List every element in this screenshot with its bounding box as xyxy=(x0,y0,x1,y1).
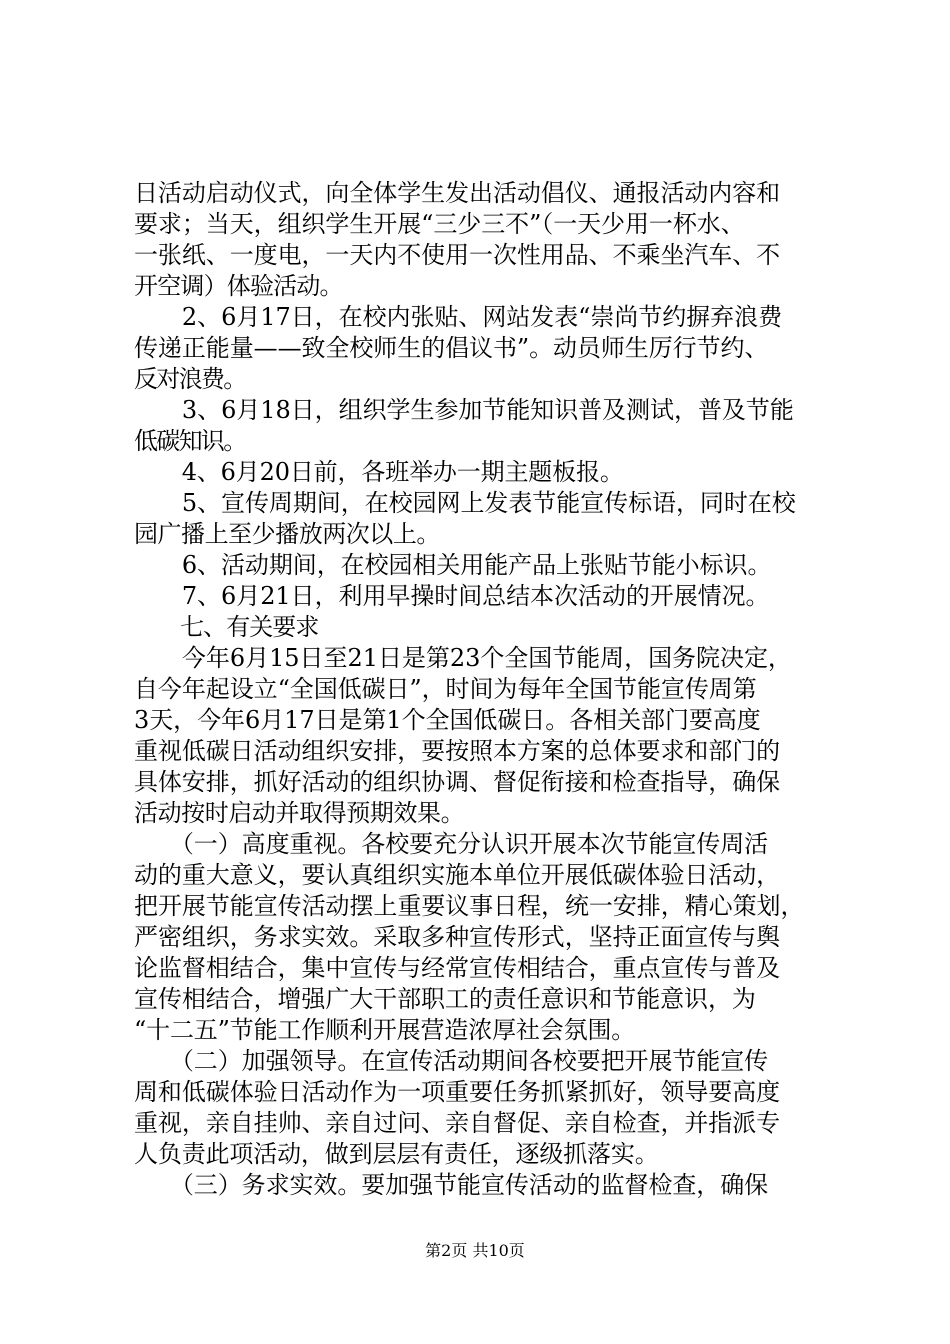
text-line: 今年6月15日至21日是第23个全国节能周，国务院决定， xyxy=(134,644,792,672)
text-line: 7、6月21日，利用早操时间总结本次活动的开展情况。 xyxy=(134,582,770,610)
text-line: 把开展节能宣传活动摆上重要议事日程，统一安排，精心策划， xyxy=(134,892,805,920)
text-line: （一）高度重视。各校要充分认识开展本次节能宣传周活 xyxy=(134,830,769,858)
text-line: 6、活动期间，在校园相关用能产品上张贴节能小标识。 xyxy=(134,551,772,579)
text-line: 要求；当天，组织学生开展“三少三不”（一天少用一杯水、 xyxy=(134,210,745,238)
text-line: 自今年起设立“全国低碳日”，时间为每年全国节能宣传周第 xyxy=(134,675,757,703)
document-body xyxy=(134,178,834,1201)
text-line: 日活动启动仪式，向全体学生发出活动倡仪、通报活动内容和 xyxy=(134,179,781,207)
text-line: 4、6月20日前，各班举办一期主题板报。 xyxy=(134,458,624,486)
text-line: 重视低碳日活动组织安排，要按照本方案的总体要求和部门的 xyxy=(134,737,781,765)
text-line: 反对浪费。 xyxy=(134,365,246,393)
text-line: 论监督相结合，集中宣传与经常宣传相结合，重点宣传与普及 xyxy=(134,954,781,982)
text-line: “十二五”节能工作顺利开展营造浓厚社会氛围。 xyxy=(134,1016,636,1044)
text-line: 2、6月17日，在校内张贴、网站发表“崇尚节约摒弃浪费 xyxy=(134,303,783,331)
text-line: 严密组织，务求实效。采取多种宣传形式，坚持正面宣传与舆 xyxy=(134,923,781,951)
text-line: 人负责此项活动，做到层层有责任，逐级抓落实。 xyxy=(134,1140,659,1168)
text-line: 3、6月18日，组织学生参加节能知识普及测试，普及节能 xyxy=(134,396,794,424)
text-line: 开空调）体验活动。 xyxy=(134,272,343,300)
text-line: 宣传相结合，增强广大干部职工的责任意识和节能意识，为 xyxy=(134,985,756,1013)
text-line: 周和低碳体验日活动作为一项重要任务抓紧抓好，领导要高度 xyxy=(134,1078,781,1106)
text-line: 园广播上至少播放两次以上。 xyxy=(134,520,440,548)
text-line: 传递正能量——致全校师生的倡议书”。动员师生厉行节约、 xyxy=(134,334,769,362)
text-line: 一张纸、一度电，一天内不使用一次性用品、不乘坐汽车、不 xyxy=(134,241,781,269)
text-line: 3天，今年6月17日是第1个全国低碳日。各相关部门要高度 xyxy=(134,706,761,734)
text-line: 具体安排，抓好活动的组织协调、督促衔接和检查指导，确保 xyxy=(134,768,781,796)
text-line: （三）务求实效。要加强节能宣传活动的监督检查，确保 xyxy=(134,1171,769,1199)
text-line: （二）加强领导。在宣传活动期间各校要把开展节能宣传 xyxy=(134,1047,769,1075)
text-line: 动的重大意义，要认真组织实施本单位开展低碳体验日活动， xyxy=(134,861,781,889)
text-line: 5、宣传周期间，在校园网上发表节能宣传标语，同时在校 xyxy=(134,489,796,517)
text-line: 重视，亲自挂帅、亲自过问、亲自督促、亲自检查，并指派专 xyxy=(134,1109,781,1137)
text-line: 七、有关要求 xyxy=(134,613,319,641)
text-line: 活动按时启动并取得预期效果。 xyxy=(134,799,465,827)
text-line: 低碳知识。 xyxy=(134,427,246,455)
page-footer: 第2页 共10页 xyxy=(425,1241,525,1260)
